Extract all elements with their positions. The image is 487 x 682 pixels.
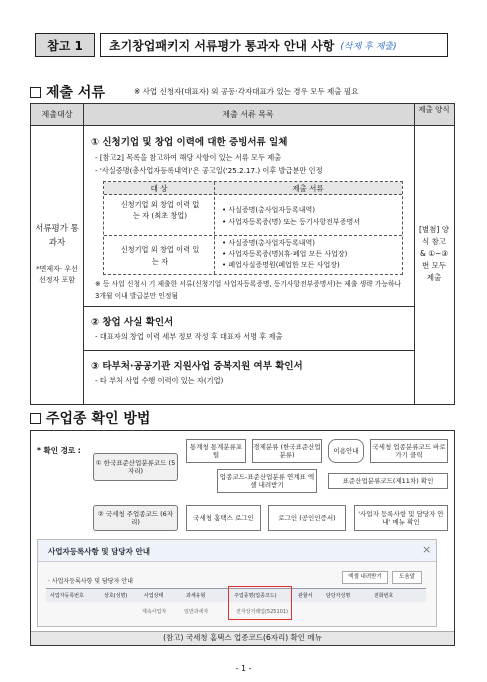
col-header-docs: 제출 서류 목록: [222, 110, 274, 119]
route2-box-3: '사업자 등록사항 및 담당자 안내' 메뉴 확인: [354, 505, 448, 531]
row-status: 계속사업자: [142, 609, 167, 615]
col-name: 상호(성명): [104, 593, 128, 599]
route1-box-5: 업종코드-표준산업분류 연계표 엑셀 내려받기: [217, 469, 317, 493]
route1-box-2: 경제분류 (한국표준산업분류): [252, 439, 322, 463]
close-icon[interactable]: ×: [422, 543, 432, 556]
inner-row1-target: 신청기업 외 창업 이력 없는 자 (최초 창업): [120, 200, 200, 220]
item1-title: ① 신청기업 및 창업 이력에 대한 증빙서류 일체: [91, 137, 288, 148]
col-reg-no: 사업자등록번호: [50, 593, 84, 599]
route2-box-1: 국세청 홈택스 로그인: [186, 505, 261, 531]
screenshot-window-title: 사업자등록사항 및 담당자 안내: [48, 547, 151, 556]
page-number: - 1 -: [235, 664, 252, 673]
route1-box-3: 이용안내: [328, 439, 364, 463]
page-title: 초기창업패키지 서류평가 통과자 안내 사항: [109, 38, 335, 53]
inner-row2-doc1: • 사실증명(총사업자등록내역): [222, 239, 315, 247]
inner-header-docs: 제출 서류: [292, 184, 324, 193]
col-status: 사업상태: [144, 593, 164, 599]
ref-label-box: [35, 33, 95, 57]
item3-title: ③ 타부처·공공기관 지원사업 중복지원 여부 확인서: [91, 361, 303, 372]
col-office: 관할서: [298, 593, 313, 599]
route2-label: ② 국세청 주업종코드 (6자리): [93, 505, 178, 531]
inner-header-target: 대 상: [150, 184, 168, 193]
target-cell: 서류평가 통과자: [35, 224, 79, 248]
submit-note: ※ 사업 신청자(대표자) 외 공동·각자대표가 있는 경우 모두 제출 필요: [134, 87, 359, 96]
hometax-screenshot: [37, 539, 437, 627]
submit-table: [30, 103, 455, 405]
inner-row1-doc1: • 사실증명(총사업자등록내역): [222, 206, 315, 214]
inner-row1-doc2: • 사업자등록증(명) 또는 등기사항전부증명서: [222, 218, 360, 226]
submit-section-heading: 제출 서류: [30, 82, 105, 102]
item2-title: ② 창업 사실 확인서: [91, 317, 174, 328]
route1-box-4: 국세청 업종분류코드 바로가기 클릭: [370, 439, 448, 463]
route2-box-2: 로그인 (공인인증서): [268, 505, 346, 531]
col-phone: 전화번호: [374, 593, 394, 599]
col-tax-type: 과세유형: [186, 593, 206, 599]
square-bullet-icon: [30, 413, 41, 424]
route1-box-1: 통계청 통계분류포털: [186, 439, 246, 463]
item1-bullet2: - '사실증명(총사업자등록내역)'은 공고일('25.2.17.) 이후 발급분만 인정: [95, 166, 323, 175]
item1-bullet1: - [참고2] 목록을 참고하여 해당 사항이 있는 서류 모두 제출: [95, 153, 282, 162]
form-cell: [별첨] 양식 참고 & ①~③번 모두 제출: [419, 225, 449, 282]
ref-label: 참고 1: [47, 38, 83, 53]
industry-box: [30, 430, 455, 646]
square-bullet-icon: [30, 87, 41, 98]
delete-note: (삭제 후 제출): [340, 41, 397, 52]
inner-table: [103, 181, 403, 275]
help-button[interactable]: 도움말: [392, 571, 422, 584]
check-route-label: * 확인 경로 :: [37, 446, 81, 455]
industry-highlight-box: [228, 586, 292, 620]
row-industry: 전자상거래업(525101): [236, 609, 288, 615]
item1-footnote: ※ 등 사업 신청시 기 제출한 서류(신청기업 사업자등록증명, 등기사항전부증명서)는 제출 생략 가능하나 3개월 이내 발급분만 인정됨: [95, 280, 402, 300]
route1-label: ① 한국표준산업분류코드 (5자리): [93, 453, 178, 481]
screenshot-caption: (참고) 국세청 홈택스 업종코드(6자리) 확인 메뉴: [163, 633, 322, 642]
inner-row2-doc3: • 폐업사실증명원(폐업한 모든 사업장): [222, 261, 340, 269]
title-box: [100, 33, 448, 57]
screenshot-sub-title: · 사업자등록사항 및 담당자 안내: [48, 578, 133, 585]
target-note: *면제자· 우선선정자 포함: [36, 265, 78, 284]
item3-bullet1: - 타 부처 사업 수행 이력이 있는 자(기업): [95, 376, 224, 385]
col-manager: 담당자성명: [326, 593, 351, 599]
inner-row2-target: 신청기업 외 창업 이력 있는 자: [120, 245, 200, 266]
route1-box-6: 표준산업분류코드(제11차) 확인: [328, 473, 448, 489]
industry-section-heading: 주업종 확인 방법: [30, 408, 150, 428]
col-industry: 주업종명(업종코드): [234, 593, 277, 599]
col-header-form: 제출 양식: [418, 105, 450, 114]
inner-row2-doc2: • 사업자등록증(명)(휴·폐업 모든 사업장): [222, 250, 348, 258]
row-tax-type: 일반과세자: [184, 609, 209, 615]
item2-bullet1: - 대표자의 창업 이력 세부 정보 작성 후 대표자 서명 후 제출: [95, 332, 283, 341]
excel-download-button[interactable]: 엑셀 내려받기: [342, 571, 388, 584]
col-header-target: 제출대상: [41, 110, 73, 119]
